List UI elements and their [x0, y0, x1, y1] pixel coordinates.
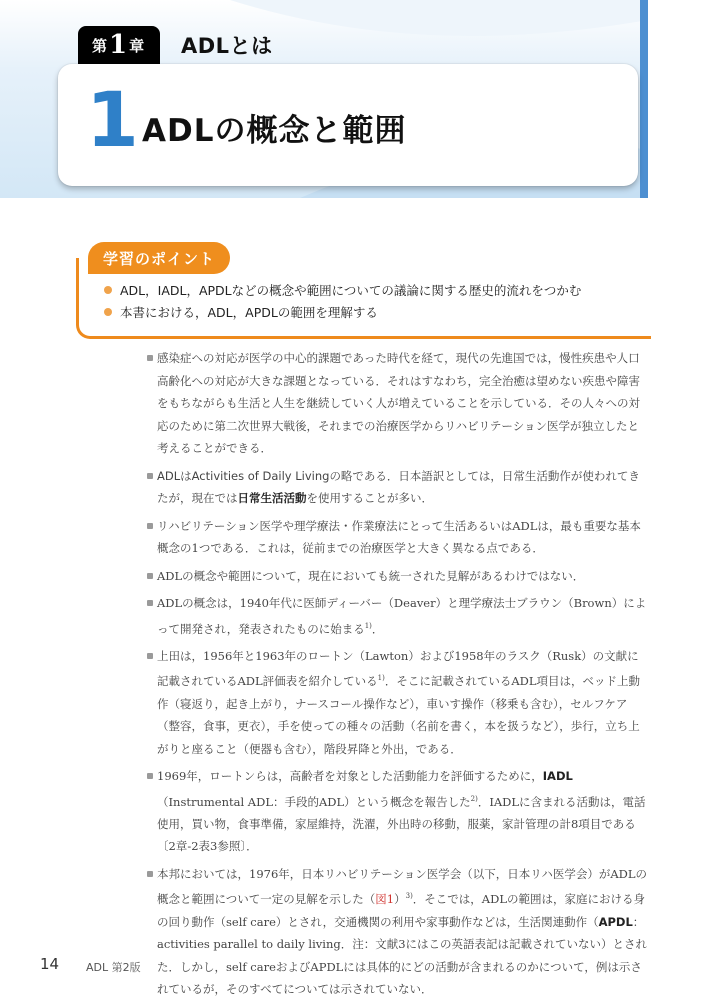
citation-ref: 2)	[470, 794, 478, 803]
paragraph-text: ．	[371, 621, 384, 636]
term-daily-living-activity: 日常生活活動	[237, 491, 307, 505]
body-paragraph	[146, 765, 648, 858]
square-bullet-icon	[147, 871, 153, 877]
square-bullet-icon	[147, 473, 153, 479]
body-paragraph	[146, 565, 648, 588]
term-adl: ADLはActivities of Daily Living	[157, 468, 330, 483]
square-bullet-icon	[147, 773, 153, 779]
learning-point	[104, 281, 581, 299]
paragraph-text: 感染症への対応が医学の中心的課題であった時代を経て，現代の先進国では，慢性疾患や人口高齢化への対応が大きな課題となっている．それはすなわち，完全治癒は望めない疾患や障害をもちながらも生活と人生を継続していく人が増えていることを示している．その人々への対応のために第二次世界大戦後，それまでの治療医学からリハビリテーション医学が独立したと考えることができる．	[157, 351, 640, 455]
learning-point	[104, 303, 378, 321]
paragraph-text: を使用することが多い．	[306, 491, 433, 505]
section-title: ADLの概念と範囲	[142, 113, 407, 149]
chapter-title: ADLとは	[181, 34, 273, 58]
paragraph-text: （Instrumental ADL：手段的ADL）という概念を報告した	[157, 794, 471, 809]
body-paragraph	[146, 347, 648, 460]
paragraph-text: 1969年，ロートンらは，高齢者を対象とした活動能力を評価するために，	[157, 769, 543, 784]
body-paragraph	[146, 863, 648, 1001]
paragraph-text: ：activities parallel to daily living．注：文献3にはこの英語表記は記載されていない）とされた．しかし，self careおよびAPDLには具体的にどの活動が含まれるのかについて，例は示されているが，そのすべてについては示されていない．	[157, 914, 648, 997]
citation-ref: 3)	[405, 892, 413, 901]
chapter-prefix: 第	[92, 36, 108, 55]
paragraph-text: ．そこに記載されているADL項目は，ベッド上動作（寝返り，起き上がり，ナースコール操作など），車いす操作（移乗も含む），セルフケア（整容，食事，更衣），手を使っての種々の活動（名前を書く，本を扱うなど），歩行，立ち上がりと座ること（便器も含む），階段昇降と外出，である．	[157, 674, 641, 756]
citation-ref: 1)	[377, 674, 385, 683]
running-title: ADL 第2版	[86, 961, 141, 974]
paragraph-text: ADLの概念や範囲について，現在においても統一された見解があるわけではない．	[157, 568, 585, 583]
page-number: 14	[40, 955, 60, 973]
term-iadl: IADL	[542, 769, 573, 784]
square-bullet-icon	[147, 573, 153, 579]
paragraph-text: 本邦においては，1976年，日本リハビリテーション医学会（以下，日本リハ医学会）がADLの概念と範囲について一定の見解を示した（	[157, 866, 648, 907]
term-apdl: APDL	[598, 914, 633, 929]
figure-ref-link[interactable]: 図1	[375, 892, 395, 907]
header-edge-bar	[640, 0, 648, 198]
body-paragraph	[146, 645, 648, 760]
body-column	[146, 347, 648, 1006]
bullet-dot-icon	[104, 308, 112, 316]
square-bullet-icon	[147, 600, 153, 606]
paragraph-text: 上田は，1956年と1963年のロートン（Lawton）および1958年のラスク（Rusk）の文献に記載されているADL評価表を紹介している	[157, 648, 639, 689]
learning-point-text: 本書における，ADL，APDLの範囲を理解する	[120, 305, 378, 320]
section-number: 1	[86, 75, 139, 164]
learning-point-text: ADL，IADL，APDLなどの概念や範囲についての議論に関する歴史的流れをつかむ	[120, 283, 582, 298]
paragraph-text: ADLの概念は，1940年代に医師ディーバー（Deaver）と理学療法士ブラウン（Brown）によって開発され，発表されたものに始まる	[157, 596, 647, 636]
chapter-tab	[78, 26, 160, 64]
chapter-number: 1	[109, 30, 128, 60]
paragraph-text: リハビリテーション医学や理学療法・作業療法にとって生活あるいはADLは，最も重要な基本概念の1つである．これは，従前までの治療医学と大きく異なる点である．	[157, 518, 641, 555]
body-paragraph	[146, 465, 648, 510]
learning-points-label: 学習のポイント	[88, 242, 230, 274]
square-bullet-icon	[147, 653, 153, 659]
paragraph-text: の略である．日本語訳としては，日常生活動作が使われてきたが，現在では	[157, 468, 640, 505]
body-paragraph	[146, 592, 648, 640]
body-paragraph	[146, 515, 648, 560]
bullet-dot-icon	[104, 286, 112, 294]
paragraph-text: ．そこでは，ADLの範囲は，家庭における身の回り動作（self care）とされ，交通機関の利用や家事動作などは，生活関連動作（	[157, 892, 645, 929]
citation-ref: 1)	[364, 621, 372, 630]
paragraph-text: ）	[394, 892, 406, 907]
paragraph-text: ．IADLに含まれる活動は，電話使用，買い物，食事準備，家屋維持，洗濯，外出時の移動，服薬，家計管理の計8項目である〔2章-2表3参照〕．	[157, 794, 646, 854]
chapter-suffix: 章	[129, 36, 145, 55]
square-bullet-icon	[147, 355, 153, 361]
square-bullet-icon	[147, 523, 153, 529]
